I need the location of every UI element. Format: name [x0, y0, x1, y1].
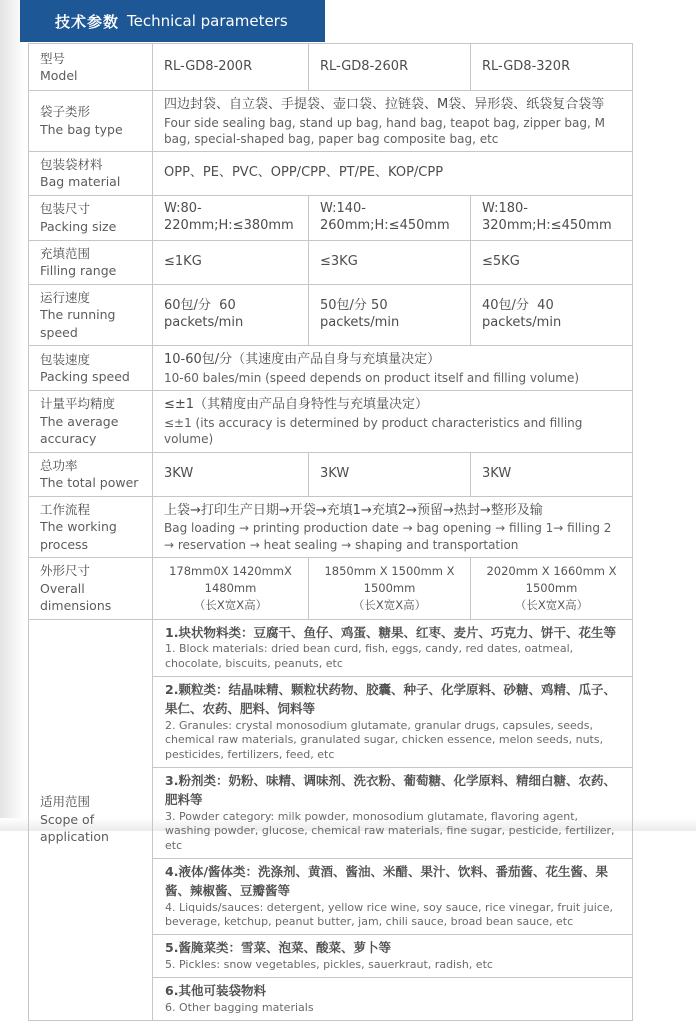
scope-item-zh: 6.其他可装袋物料 — [165, 983, 266, 999]
row-label-running-speed — [29, 284, 153, 346]
row-label-zh: 袋子类形 — [40, 104, 91, 120]
cell-text-zh: 四边封袋、自立袋、手提袋、壶口袋、拉链袋、M袋、异形袋、纸袋复合袋等 — [164, 97, 605, 112]
cell-scope-block-materials — [153, 619, 633, 676]
cell-filling-range-1: ≤1KG — [153, 240, 309, 284]
row-label-en: The total power — [40, 475, 139, 491]
row-label-zh: 型号 — [40, 50, 66, 66]
row-packing-size — [29, 195, 633, 240]
row-filling-range — [29, 240, 633, 284]
row-label-zh: 计量平均精度 — [40, 396, 116, 412]
row-average-accuracy — [29, 391, 633, 453]
scope-item-zh: 2.颗粒类：结晶味精、颗粒状药物、胶囊、种子、化学原料、砂糖、鸡精、瓜子、果仁、农药、肥料、饲料等 — [165, 682, 616, 716]
row-label-zh: 运行速度 — [40, 289, 91, 305]
cell-model-3: RL-GD8-320R — [471, 44, 633, 91]
cell-scope-other — [153, 978, 633, 1021]
row-label-zh: 总功率 — [40, 457, 78, 473]
row-working-process — [29, 496, 633, 558]
row-label-en: The working process — [40, 519, 117, 552]
cell-text-zh: 10-60包/分（其速度由产品自身与充填量决定） — [164, 352, 441, 368]
cell-scope-liquids-sauces — [153, 859, 633, 935]
row-label-en: Packing speed — [40, 369, 130, 385]
row-label-working-process — [29, 496, 153, 558]
scope-item-en: 4. Liquids/sauces: detergent, yellow rice wine, soy sauce, rice vinegar, fruit juice, beverage, ketchup, peanut butter, jam, chili sauce, broad bean sauce, etc — [165, 900, 614, 929]
row-label-zh: 充填范围 — [40, 245, 91, 261]
row-label-packing-size — [29, 195, 153, 240]
scope-item-en: 3. Powder category: milk powder, monosodium glutamate, flavoring agent, washing powder, glucose, chemical raw materials, fine sugar, pesticide, fertilizer, etc — [165, 809, 615, 853]
row-label-overall-dimensions — [29, 558, 153, 620]
row-scope-item-1 — [29, 619, 633, 676]
row-label-en: Bag material — [40, 174, 121, 190]
row-label-en: Filling range — [40, 263, 117, 279]
scope-item-en: 1. Block materials: dried bean curd, fish, eggs, candy, red dates, oatmeal, chocolate, biscuits, peanuts, etc — [165, 642, 574, 671]
technical-parameters-table — [28, 43, 633, 1021]
row-label-en: Overall dimensions — [40, 580, 112, 614]
row-label-average-accuracy — [29, 391, 153, 453]
scope-item-en: 5. Pickles: snow vegetables, pickles, sauerkraut, radish, etc — [165, 958, 493, 972]
row-label-filling-range — [29, 240, 153, 284]
dimension-value: 1850mm X 1500mm X 1500mm — [324, 564, 455, 595]
row-label-packing-speed — [29, 346, 153, 391]
cell-text-en: 10-60 bales/min (speed depends on product itself and filling volume) — [164, 370, 580, 385]
scope-item-zh: 3.粉剂类：奶粉、味精、调味剂、洗衣粉、葡萄糖、化学原料、精细白糖、农药、肥料等 — [165, 773, 616, 807]
row-label-en: Scope of application — [40, 811, 109, 845]
cell-text-zh: 上袋→打印生产日期→开袋→充填1→充填2→预留→热封→整形及输 — [164, 502, 543, 518]
row-running-speed — [29, 284, 633, 346]
row-label-zh: 适用范围 — [40, 794, 91, 810]
row-label-model — [29, 44, 153, 91]
cell-model-1: RL-GD8-200R — [153, 44, 309, 91]
cell-model-2: RL-GD8-260R — [309, 44, 471, 91]
page-title-zh: 技术参数 — [55, 12, 120, 31]
scope-item-en: 6. Other bagging materials — [165, 1001, 314, 1014]
row-label-bag-material — [29, 151, 153, 195]
dimension-value: 2020mm X 1660mm X 1500mm — [486, 564, 617, 595]
row-total-power — [29, 452, 633, 496]
cell-text-en: Bag loading → printing production date → bag opening → filling 1→ filling 2 → reservation → heat sealing → shaping and transportation — [164, 521, 612, 552]
cell-running-speed-2: 50包/分 50 packets/min — [309, 284, 471, 346]
row-bag-type — [29, 91, 633, 152]
scope-item-zh: 1.块状物料类：豆腐干、鱼仔、鸡蛋、糖果、红枣、麦片、巧克力、饼干、花生等 — [165, 624, 616, 640]
row-label-en: Model — [40, 68, 78, 83]
cell-running-speed-1: 60包/分 60 packets/min — [153, 284, 309, 346]
cell-total-power-2: 3KW — [309, 452, 471, 496]
row-label-zh: 包装速度 — [40, 351, 91, 367]
row-label-zh: 包装袋材料 — [40, 156, 103, 172]
row-label-en: The average accuracy — [40, 413, 119, 447]
cell-dimensions-2 — [309, 558, 471, 620]
cell-filling-range-3: ≤5KG — [471, 240, 633, 284]
dimension-note: （长X宽X高） — [193, 597, 268, 612]
scope-item-en: 2. Granules: crystal monosodium glutamate, granular drugs, capsules, seeds, chemical raw materials, granulated sugar, chicken essence, melon seeds, nuts, pesticides, fertilizers, feed, etc — [165, 718, 604, 762]
row-model — [29, 44, 633, 91]
page-title-banner — [20, 0, 325, 42]
dimension-note: （长X宽X高） — [514, 597, 589, 612]
cell-scope-powder — [153, 768, 633, 859]
row-label-zh: 外形尺寸 — [40, 563, 91, 579]
row-label-en: Packing size — [40, 218, 117, 234]
cell-dimensions-1 — [153, 558, 309, 620]
cell-packing-size-2: W:140-260mm;H:≤450mm — [309, 195, 471, 240]
cell-packing-size-3: W:180-320mm;H:≤450mm — [471, 195, 633, 240]
cell-working-process — [153, 496, 633, 558]
row-label-scope — [29, 619, 153, 1020]
row-packing-speed — [29, 346, 633, 391]
scope-item-zh: 4.液体/酱体类：洗涤剂、黄酒、酱油、米醋、果汁、饮料、番茄酱、花生酱、果酱、辣椒酱、豆瓣酱等 — [165, 864, 609, 898]
row-label-en: The running speed — [40, 307, 116, 340]
cell-bag-type — [153, 91, 633, 152]
cell-running-speed-3: 40包/分 40 packets/min — [471, 284, 633, 346]
dimension-note: （长X宽X高） — [352, 597, 427, 612]
row-label-zh: 包装尺寸 — [40, 201, 91, 217]
cell-scope-granules — [153, 677, 633, 768]
cell-text-en: ≤±1 (its accuracy is determined by product characteristics and filling volume) — [164, 415, 583, 447]
cell-packing-size-1: W:80-220mm;H:≤380mm — [153, 195, 309, 240]
cell-scope-pickles — [153, 935, 633, 978]
row-bag-material — [29, 151, 633, 195]
cell-filling-range-2: ≤3KG — [309, 240, 471, 284]
row-label-bag-type — [29, 91, 153, 152]
cell-average-accuracy — [153, 391, 633, 453]
cell-text-en: Four side sealing bag, stand up bag, hand bag, teapot bag, zipper bag, M bag, special-shaped bag, paper bag composite bag, etc — [164, 115, 605, 146]
row-label-en: The bag type — [40, 121, 123, 137]
cell-total-power-3: 3KW — [471, 452, 633, 496]
page-edge-shadow-left — [0, 0, 26, 831]
cell-text-zh: ≤±1（其精度由产品自身特性与充填量决定） — [164, 397, 429, 413]
cell-bag-material: OPP、PE、PVC、OPP/CPP、PT/PE、KOP/CPP — [153, 151, 633, 195]
dimension-value: 178mm0X 1420mmX 1480mm — [169, 564, 292, 595]
page-title-en: Technical parameters — [127, 12, 288, 30]
scope-item-zh: 5.酱腌菜类：雪菜、泡菜、酸菜、萝卜等 — [165, 940, 391, 956]
cell-total-power-1: 3KW — [153, 452, 309, 496]
row-label-zh: 工作流程 — [40, 501, 91, 517]
row-label-total-power — [29, 452, 153, 496]
cell-packing-speed — [153, 346, 633, 391]
cell-dimensions-3 — [471, 558, 633, 620]
row-overall-dimensions — [29, 558, 633, 620]
